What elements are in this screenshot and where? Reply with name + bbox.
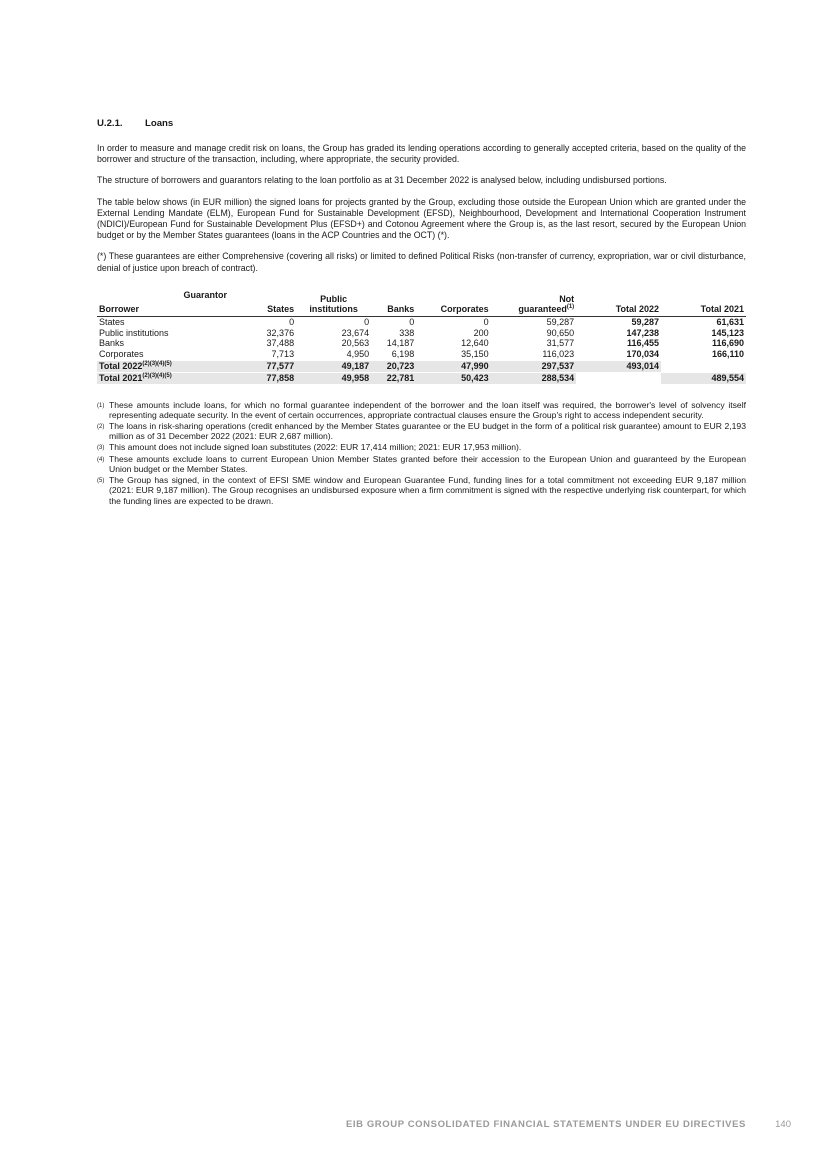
header-borrower: Borrower xyxy=(99,303,140,314)
footnote: (2) The loans in risk-sharing operations (credit enhanced by the Member States guarantee or the EU budget in the form of a political risk guarantee) amount to EUR 2,193 million as of 31 December 2022 (2021: EUR 2,687 million). xyxy=(97,420,746,442)
footnote: (5) The Group has signed, in the context of EFSI SME window and European Guarantee Fund, funding lines for a total commitment not exceeding EUR 9,187 million (2021: EUR 9,187 million). The Group recognises an undisbursed exposure when a firm commitment is signed with the respective underlying risk counterpart, for which the funding lines are expected to be drawn. xyxy=(97,474,746,506)
table-row: Public institutions 32,376 23,674 338 200 90,650 147,238 145,123 xyxy=(99,327,744,338)
header-corporates: Corporates xyxy=(440,303,489,314)
page-number: 140 xyxy=(775,1119,791,1130)
header-public-institutions: Public institutions xyxy=(309,293,358,314)
paragraph-table-description: The table below shows (in EUR million) the signed loans for projects granted by the Group, excluding those outside the European Union which are granted under the External Lending Mandate (ELM), European Fund for Sustainable Development (EFSD), Neighbourhood, Development and International Cooperation Instrument (NDICI)/European Fund for Sustainable Development Plus (EFSD+) and Cotonou Agreement where the Group is, as the last resort, secured by the European Union budget or by the Member States guarantees (loans in the ACP Countries and the OCT) (*). xyxy=(97,196,746,241)
footer-title: EIB GROUP CONSOLIDATED FINANCIAL STATEMENTS UNDER EU DIRECTIVES xyxy=(345,1119,746,1130)
footnote: (3) This amount does not include signed loan substitutes (2022: EUR 17,414 million; 2021: EUR 17,953 million). xyxy=(97,441,522,452)
total-2021-row: Total $2021^{(2)(3)(4)(5)}$ 77,858 49,958 22,781 50,423 288,534 489,554 xyxy=(99,372,744,383)
loans-table xyxy=(97,290,746,384)
table-header-row xyxy=(97,290,746,317)
footnote: (1) These amounts include loans, for which no formal guarantee independent of the borrower and the loan itself was required, the borrower's level of solvency itself representing adequate security. In the event of certain occurrences, appropriate contractual clauses ensure the Group's right to access independent security. xyxy=(97,399,746,421)
paragraph-guarantees-note: (*) These guarantees are either Comprehensive (covering all risks) or limited to defined Political Risks (non-transfer of currency, expropriation, war or civil disturbance, denial of justice upon breach of contract). xyxy=(97,251,746,273)
section-heading xyxy=(97,118,746,129)
paragraph-intro: In order to measure and manage credit risk on loans, the Group has graded its lending operations according to generally accepted criteria, based on the quality of the borrower and structure of the transaction, including, where appropriate, the security provided. xyxy=(97,143,746,165)
total-2022-row: Total $2022^{(2)(3)(4)(5)}$ 77,577 49,187 20,723 47,990 297,537 493,014 xyxy=(97,361,746,373)
footnotes xyxy=(97,400,746,507)
header-banks: Banks xyxy=(387,303,415,314)
header-not-guaranteed: Not guaranteed$^{(1)}$ xyxy=(518,293,575,314)
table-row: States 0 0 0 0 59,287 59,287 61,631 xyxy=(99,316,744,327)
document-body xyxy=(97,118,746,507)
header-corner xyxy=(97,290,251,317)
header-total-2022: Total 2022 xyxy=(615,303,660,314)
section-number: U.2.1. xyxy=(97,118,123,129)
paragraph-structure: The structure of borrowers and guarantors relating to the loan portfolio as at 31 December 2022 is analysed below, including undisbursed portions. xyxy=(97,175,667,186)
footnote: (4) These amounts exclude loans to current European Union Member States granted before their accession to the European Union and guaranteed by the European Union budget or the Member States. xyxy=(97,453,746,475)
table-row: Banks 37,488 20,563 14,187 12,640 31,577 116,455 116,690 xyxy=(99,338,744,349)
header-states: States xyxy=(267,303,295,314)
header-total-2021: Total 2021 xyxy=(700,303,744,314)
table-row: Corporates 7,713 4,950 6,198 35,150 116,023 170,034 166,110 xyxy=(99,349,744,360)
header-guarantor: Guarantor xyxy=(183,289,227,300)
section-title: Loans xyxy=(145,118,174,129)
